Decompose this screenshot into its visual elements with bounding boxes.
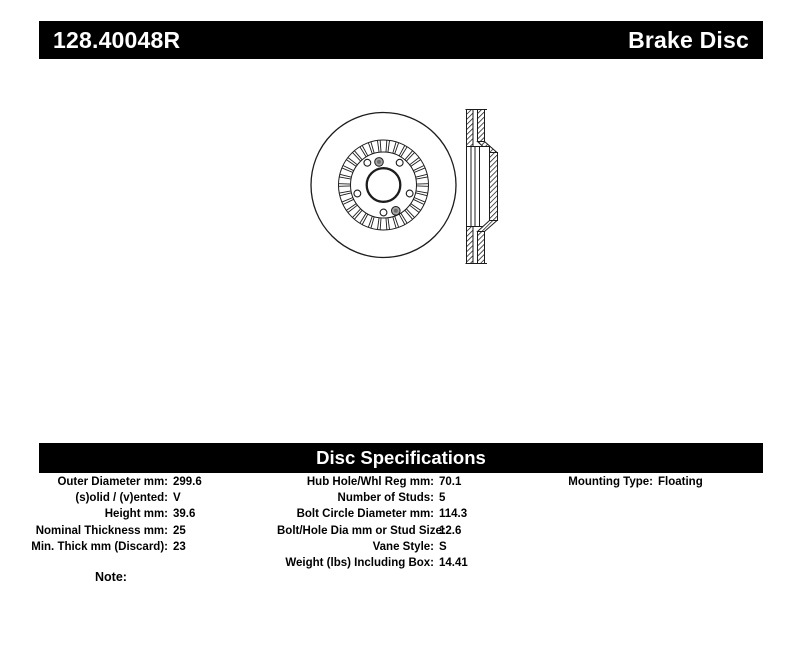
retaining-screw-holes (375, 158, 400, 216)
spec-value: Floating (658, 476, 703, 488)
spec-row-vane-style (277, 539, 468, 555)
hub-center-hole (367, 168, 401, 202)
spec-column-middle (277, 474, 468, 571)
spec-label: Outer Diameter mm: (57, 476, 168, 488)
spec-row-outer-diameter (30, 474, 202, 490)
disc-outer-edge (311, 113, 456, 258)
vane-ring-outer (339, 140, 429, 230)
spec-value: 299.6 (173, 476, 202, 488)
spec-row-weight (277, 555, 468, 571)
spec-row-number-of-studs (277, 490, 468, 506)
spec-header-title: Disc Specifications (316, 447, 486, 468)
spec-row-hub-hole (277, 474, 468, 490)
spec-row-bolt-hole-dia (277, 523, 468, 539)
spec-value: V (173, 492, 181, 505)
spec-row-bolt-circle-diameter (277, 506, 468, 522)
spec-row-nominal-thickness (30, 523, 202, 539)
note-label: Note: (95, 570, 127, 584)
spec-row-solid-vented (30, 490, 202, 506)
spec-label: Number of Studs: (337, 492, 434, 505)
part-number: 128.40048R (53, 26, 181, 53)
spec-label: Hub Hole/Whl Reg mm: (306, 476, 434, 488)
spec-value: 25 (173, 524, 186, 537)
spec-label: (s)olid / (v)ented: (75, 492, 168, 505)
spec-label: Height mm: (104, 508, 168, 521)
spec-value: 39.6 (173, 508, 196, 521)
spec-column-left (30, 474, 202, 555)
spec-column-right (505, 474, 703, 490)
disc-front-view (311, 113, 456, 258)
spec-value: 70.1 (439, 476, 462, 488)
spec-label: Bolt Circle Diameter mm: (296, 508, 434, 521)
disc-side-view (466, 110, 498, 264)
spec-label: Bolt/Hole Dia mm or Stud Size: (277, 524, 446, 537)
spec-row-height (30, 506, 202, 522)
brake-disc-diagram (300, 95, 510, 280)
product-title: Brake Disc (628, 26, 749, 53)
spec-header-bar (39, 443, 763, 473)
spec-value: 5 (439, 492, 446, 505)
spec-value: 12.6 (439, 524, 462, 537)
spec-label: Min. Thick mm (Discard): (31, 540, 168, 553)
spec-value: 14.41 (439, 557, 468, 570)
header-bar (39, 21, 763, 59)
spec-value: 114.3 (439, 508, 468, 521)
spec-value: S (439, 540, 447, 553)
spec-label: Nominal Thickness mm: (35, 524, 168, 537)
spec-row-min-thick (30, 539, 202, 555)
spec-label: Mounting Type: (568, 476, 653, 488)
spec-row-mounting-type (505, 474, 703, 490)
spec-label: Weight (lbs) Including Box: (285, 557, 434, 570)
spec-value: 23 (173, 540, 186, 553)
spec-label: Vane Style: (372, 540, 434, 553)
